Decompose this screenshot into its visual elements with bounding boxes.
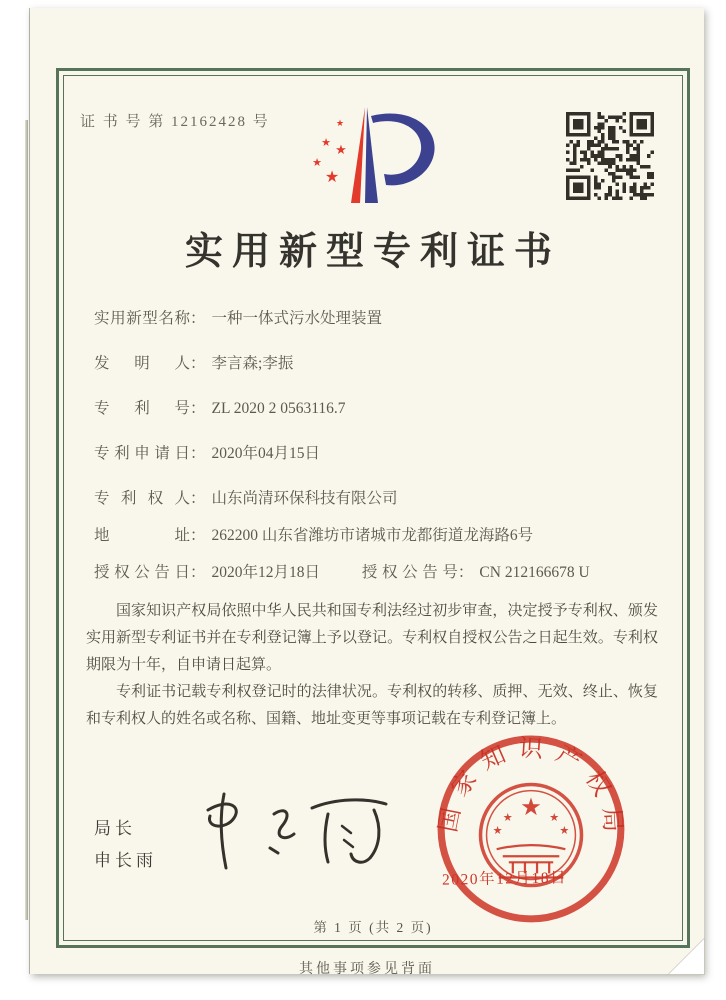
commissioner-title: 局长 (94, 819, 136, 838)
grant-no-label: 授权公告号 (361, 564, 458, 581)
official-seal (425, 730, 637, 932)
field-row-address (94, 522, 664, 550)
field-value: 李言森;李振 (211, 355, 294, 372)
field-colon: ： (190, 400, 206, 417)
certificate-paper (30, 8, 704, 977)
field-label: 地址 (94, 527, 190, 544)
svg-text:国家知识产权局 (435, 735, 627, 844)
field-value: 一种一体式污水处理装置 (211, 310, 383, 327)
field-value: ZL 2020 2 0563116.7 (211, 400, 346, 417)
field-label: 专利权人 (94, 490, 190, 507)
field-label: 专利号 (94, 400, 190, 417)
svg-text:★: ★ (502, 810, 513, 824)
field-label: 发明人 (94, 355, 190, 372)
field-row-grant (94, 559, 664, 587)
cnipa-logo-icon (293, 104, 443, 208)
svg-text:★: ★ (324, 167, 340, 186)
commissioner-name: 申长雨 (94, 851, 157, 870)
legal-paragraph-1: 国家知识产权局依照中华人民共和国专利法经过初步审查，决定授予专利权、颁发实用新型专利证书并在专利登记簿上予以登记。专利权自授权公告之日起生效。专利权期限为十年，自申请日起算。 (86, 603, 658, 673)
field-colon: ： (190, 310, 206, 327)
field-list (94, 305, 664, 604)
grant-no-value: CN 212166678 U (479, 564, 590, 581)
field-colon: ： (190, 355, 206, 372)
field-colon: ： (190, 564, 206, 581)
seal-date: 2020年12月18日 (441, 869, 568, 889)
legal-paragraph-2: 专利证书记载专利权登记时的法律状况。专利权的转移、质押、无效、终止、恢复和专利权人的姓名或名称、国籍、地址变更等事项记载在专利登记簿上。 (86, 684, 658, 727)
legal-text (86, 598, 658, 733)
field-value: 2020年04月15日 (211, 445, 321, 462)
field-label: 实用新型名称 (94, 310, 190, 327)
svg-text:★: ★ (520, 791, 542, 821)
field-row-filing-date (94, 440, 664, 468)
field-colon: ： (190, 445, 206, 462)
svg-text:★: ★ (312, 156, 322, 169)
svg-text:★: ★ (335, 119, 345, 129)
qr-code (566, 112, 654, 200)
field-colon: ： (190, 490, 206, 507)
svg-text:★: ★ (559, 824, 570, 838)
field-row-name (94, 305, 664, 333)
scan-page-edge (25, 120, 28, 920)
handwritten-signature (190, 786, 400, 876)
corner-fold (669, 939, 704, 974)
back-side-note: 其他事项参见背面 (299, 962, 435, 977)
certificate-title: 实用新型专利证书 (184, 231, 561, 273)
field-row-inventor (94, 350, 664, 378)
svg-text:★: ★ (492, 824, 503, 838)
field-colon: ： (457, 564, 474, 581)
field-row-patentee (94, 485, 664, 513)
page-number: 第 1 页 (共 2 页) (313, 920, 433, 935)
grant-date-value: 2020年12月18日 (211, 564, 321, 581)
field-row-patent-no (94, 395, 664, 423)
grant-date-label: 授权公告日 (94, 564, 190, 581)
svg-text:★: ★ (321, 136, 331, 149)
svg-text:★: ★ (549, 810, 560, 824)
certificate-number: 证 书 号 第 12162428 号 (80, 114, 270, 130)
field-label: 专利申请日 (94, 445, 190, 462)
field-value: 262200 山东省潍坊市诸城市龙都街道龙海路6号 (211, 527, 534, 544)
svg-text:★: ★ (335, 143, 347, 158)
seal-arc-text: 国家知识产权局 (434, 734, 627, 844)
field-value: 山东尚清环保科技有限公司 (211, 490, 398, 507)
field-colon: ： (190, 527, 206, 544)
